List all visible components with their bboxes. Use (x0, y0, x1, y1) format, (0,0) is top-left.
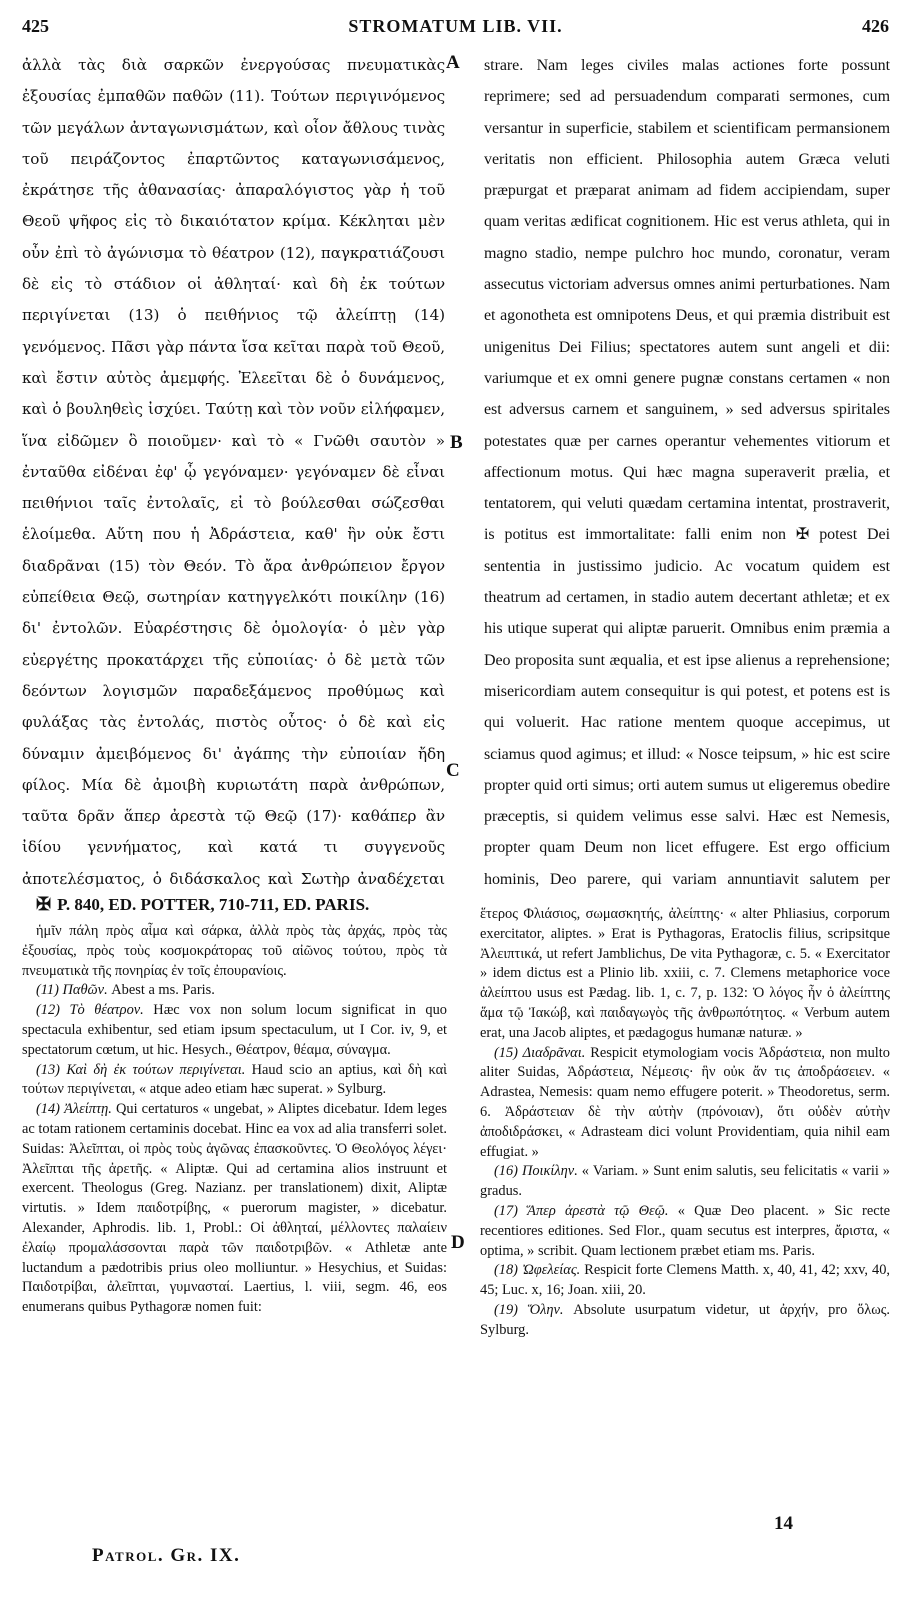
footnote-lemma: (16) Ποικίλην. (494, 1163, 578, 1180)
margin-letter-a: A (446, 52, 460, 73)
footnote-lemma: (13) Καὶ δὴ ἐκ τούτων περιγίνεται. (36, 1061, 246, 1078)
footnote-text: Haud scio an aptius, καὶ δὴ καὶ τούτων περιγίνεται, « atque adeo etiam hæc superat. » Sylburg. (22, 1061, 447, 1098)
footnote-11 (22, 981, 447, 1001)
footnote-lemma: (18) Ὠφελείας. (494, 1262, 581, 1279)
footnote-text: Qui certaturos « ungebat, » Aliptes dicebatur. Idem leges ac totam rationem certaminis docebat. Hinc ea vox ad alia transferri solet. Suidas: Ἀλεῖπται, οἱ πρὸς τοὺς ἀγῶνας ἐπασκοῦντες. Ὁ Θεολόγος λέγει· Ἀλεῖπται τῆς ἀρετῆς. « Aliptæ. Qui ad certamina alios instruunt et exercent. Theologus (Greg. Nazianz. per translationem) dixit, Aliptæ virtutis. » Idem παιδοτρίβης, « puerorum magister, » dicebatur. Alexander, Aphrodis. lib. 1, Probl.: Οἱ ἀθληταί, μέλλοντες παλαίειν ἐλαίῳ προμαλάσσονται παρὰ τῶν παιδοτριβῶν. « Athletæ ante luctandum a pædotribis prius oleo molliuntur. » Hesychius, et Suidas: Παιδοτρίβαι, ἀλεῖπται, γυμνασταί. Laertius, l. viii, segm. 46, eos enumerans quibus Pythagoræ nomen fuit: (22, 1101, 447, 1316)
footnote-lemma: (17) Ἅπερ ἀρεστὰ τῷ Θεῷ. (494, 1202, 669, 1219)
margin-letter-b: B (450, 432, 463, 453)
footnote-greek-continuation: ἡμῖν πάλη πρὸς αἷμα καὶ σάρκα, ἀλλὰ πρὸς τὰς ἀρχάς, πρὸς τὰς ἐξουσίας, πρὸς τοὺς κοσμοκράτορας τοῦ αἰῶνος τούτου, πρὸς τὰ πνευματικὰ τῆς πονηρίας ἐν τοῖς ἐπουρανίοις. (22, 923, 447, 979)
latin-paragraph: strare. Nam leges civiles malas actiones forte possunt reprimere; sed ad persuadendum comparati sermones, cum versantur in superficie, stabilem et scientificam permansionem veritatis non efficient. Philosophia autem Græca veluti præpurgat et præparat animam ad fidem accipiendam, super quam veritas ædificat cognitionem. Hic est verus athleta, qui in magno stadio, nempe pulchro hoc mundo, coronatur, veram assecutus victoriam adversus omnes animi perturbationes. Nam et agonotheta est omnipotens Deus, et qui præmia distribuit est unigenitus Dei Filius; spectatores autem sunt angeli et dii: variumque et ex omni genere pugnæ constans certamen « non est adversus carnem et sanguinem, » sed adversus spiritales potestates quæ per carnes operantur vehementes vitiorum et affectionum motus. Qui hæc magna superaverit prælia, et tentatorem, qui veluti quædam certamina intentat, prostraverit, is potitus est immortalitate: falli enim non ✠ potest Dei sententia in justissimo judicio. Ac vocatum quidem est theatrum ad certamen, in stadio autem decertant athletæ; et ex his utique superat qui aliptæ paruerit. Omnibus enim præmia a Deo proposita sunt æqualia, et est ipse alienus a reprehensione; misericordiam autem consequitur is qui potest, et potens est is qui voluerit. Hac ratione mentem quoque accepimus, ut sciamus quod agimus; et illud: « Nosce teipsum, » hic est scire propter quid orti simus; orti autem sumus ut eligeremus obedire præceptis, si quidem velimus esse salvi. Hæc est Nemesis, propter quam Deum non licet effugere. Est ergo officium hominis, Deo parere, qui variam annuntiavit salutem per (484, 57, 890, 888)
greek-paragraph: ἀλλὰ τὰς διὰ σαρκῶν ἐνεργούσας πνευματικὰς ἐξουσίας ἐμπαθῶν παθῶν (11). Τούτων περιγινόμενος τῶν μεγάλων ἀνταγωνισμάτων, καὶ οἷον ἄθλους τινὰς τοῦ πειράζοντος ἐπαρτῶντος καταγωνισάμενος, ἐκράτησε τῆς ἀθανασίας· ἀπαραλόγιστος γὰρ ἡ τοῦ Θεοῦ ψῆφος εἰς τὸ δικαιότατον κρίμα. Κέκληται μὲν οὖν ἐπὶ τὸ ἀγώνισμα τὸ θέατρον (12), παγκρατιάζουσι δὲ εἰς τὸ στάδιον οἱ ἀθληταί· καὶ δὴ ἐκ τούτων περιγίνεται (13) ὁ πειθήνιος τῷ ἀλείπτῃ (14) γενόμενος. Πᾶσι γὰρ πάντα ἴσα κεῖται παρὰ τοῦ Θεοῦ, καὶ ἔστιν αὐτὸς ἀμεμφής. Ἐλεεῖται δὲ ὁ δυνάμενος, καὶ ὁ βουληθεὶς ἰσχύει. Ταύτῃ καὶ τὸν νοῦν εἰλήφαμεν, ἵνα εἰδῶμεν ὃ ποιοῦμεν· καὶ τὸ « Γνῶθι σαυτὸν » ἐνταῦθα εἰδέναι ἐφ' ᾧ γεγόναμεν· γεγόναμεν δὲ εἶναι πειθήνιοι ταῖς ἐντολαῖς, εἰ τὸ βούλεσθαι σώζεσθαι ἑλοίμεθα. Αὕτη που ἡ Ἀδράστεια, καθ' ἣν οὐκ ἔστι διαδρᾶναι (15) τὸν Θεόν. Τὸ ἄρα ἀνθρώπειον ἔργον εὐπείθεια Θεῷ, σωτηρίαν κατηγγελκότι ποικίλην (16) δι' ἐντολῶν. Εὐαρέστησις δὲ ὁμολογία· ὁ μὲν γὰρ εὐεργέτης προκατάρχει τῆς εὐποιίας· ὁ δὲ μετὰ τῶν δεόντων λογισμῶν παραδεξάμενος προθύμως καὶ φυλάξας τὰς ἐντολάς, πιστὸς οὗτος· ὁ δὲ καὶ εἰς δύναμιν ἀμειβόμενος δι' ἀγάπης τὴν εὐποιίαν ἤδη φίλος. Μία δὲ ἀμοιβὴ κυριωτάτη παρὰ ἀνθρώπων, ταῦτα δρᾶν ἅπερ ἀρεστὰ τῷ Θεῷ (17)· καθάπερ ἂν ἰδίου γεννήματος, καὶ κατά τι συγγενοῦς ἀποτελέσματος, ὁ διδάσκαλος καὶ Σωτὴρ ἀναδέχεται (22, 56, 445, 888)
footnote-lemma: (19) Ὅλην. (494, 1301, 564, 1318)
footnote-lemma: (15) Διαδρᾶναι. (494, 1044, 586, 1061)
page-number-left: 425 (22, 16, 49, 36)
footnote-15 (480, 1044, 890, 1163)
footnote-text: « Quæ Deo placent. » Sic recte recentiores editiones. Sed Flor., quam secutus est interpres, ἄριστα, « optima, » scribit. Quam lectionem præbet etiam ms. Paris. (480, 1202, 890, 1259)
running-title: STROMATUM LIB. VII. (348, 16, 563, 36)
footnote-lemma: (11) Παθῶν. (36, 982, 108, 999)
footnote-lemma: (12) Τὸ θέατρον. (36, 1002, 144, 1019)
footnote-text: Absolute usurpatum videtur, ut ἀρχήν, pro ὅλως. Sylburg. (480, 1301, 890, 1338)
footnote-16 (480, 1162, 890, 1202)
footnote-text: Respicit etymologiam vocis Ἀδράστεια, non multo aliter Suidas, Ἀδράστεια, Νέμεσις· ἣν οὐκ ἄν τις ἀποδράσειεν. « Adrastea, Nemesis: quam nemo effugere poterit. » Theodoretus, serm. 6. Ἀδράστειαν δὲ τὴν αὐτὴν (πρόνοιαν), ὅτι οὐδὲν αὐτὴν ἀποδιδράσκει, « Adrasteam dici volunt Providentiam, quia nihil eam effugiat. » (480, 1044, 890, 1160)
cross-icon: ✠ (36, 894, 52, 914)
footnote-text: Respicit forte Clemens Matth. x, 40, 41, 42; xxv, 40, 45; Luc. x, 16; Joan. xiii, 20. (480, 1262, 890, 1299)
edition-reference-text: P. 840, ED. POTTER, 710-711, ED. PARIS. (57, 895, 370, 914)
footnote-17 (480, 1202, 890, 1261)
footer-signature-number: 14 (774, 1513, 793, 1534)
footnotes-left (22, 922, 447, 1522)
footnote-13 (22, 1061, 447, 1101)
footnote-lemma: (14) Ἀλείπτῃ. (36, 1101, 112, 1118)
margin-letter-c: C (446, 760, 460, 781)
footnote-12 (22, 1001, 447, 1060)
footnote-text: « Variam. » Sunt enim salutis, seu felicitatis « varii » gradus. (480, 1163, 890, 1200)
margin-letter-d: D (451, 1232, 465, 1253)
page-number-right: 426 (862, 16, 889, 36)
footnotes-right (480, 905, 890, 1465)
footnote-text: Abest a ms. Paris. (111, 982, 215, 999)
footnote-18 (480, 1261, 890, 1301)
footnote-19 (480, 1301, 890, 1341)
footer-series-title: Patrol. Gr. IX. (92, 1545, 241, 1566)
footnote-14-continuation: ἕτερος Φλιάσιος, σωμασκητής, ἀλείπτης· « alter Phliasius, corporum exercitator, aliptes. » Erat is Pythagoras, Eratoclis filius, scripsitque Ἀλειπτικά, ut refert Jamblichus, De vita Pythagoræ, c. 5. « Exercitator » idem dictus est a Plinio lib. xxiii, c. 7. Clemens metaphorice voce ἀλείπτου usus est Pædag. lib. 1, c. 7, p. 132: Ὁ λόγος ἦν ὁ ἀλείπτης ἅμα τῷ Ἰακώβ, καὶ παιδαγωγὸς τῆς ἀνθρωπότητος. « Verbum autem erat, una Jacob aliptes, et pædagogus humanæ naturæ. » (480, 906, 890, 1041)
page-header (0, 0, 911, 48)
greek-text-column (22, 50, 445, 898)
edition-reference (36, 894, 456, 915)
footnote-14 (22, 1100, 447, 1318)
latin-text-column (484, 50, 890, 898)
footnote-text: Hæc vox non solum locum significat in quo spectacula exhibentur, sed etiam ipsum spectaculum, ut I Cor. iv, 9, et spectatorum cœtum, ut hic. Hesych., Θέατρον, θέαμα, σύναγμα. (22, 1002, 447, 1058)
